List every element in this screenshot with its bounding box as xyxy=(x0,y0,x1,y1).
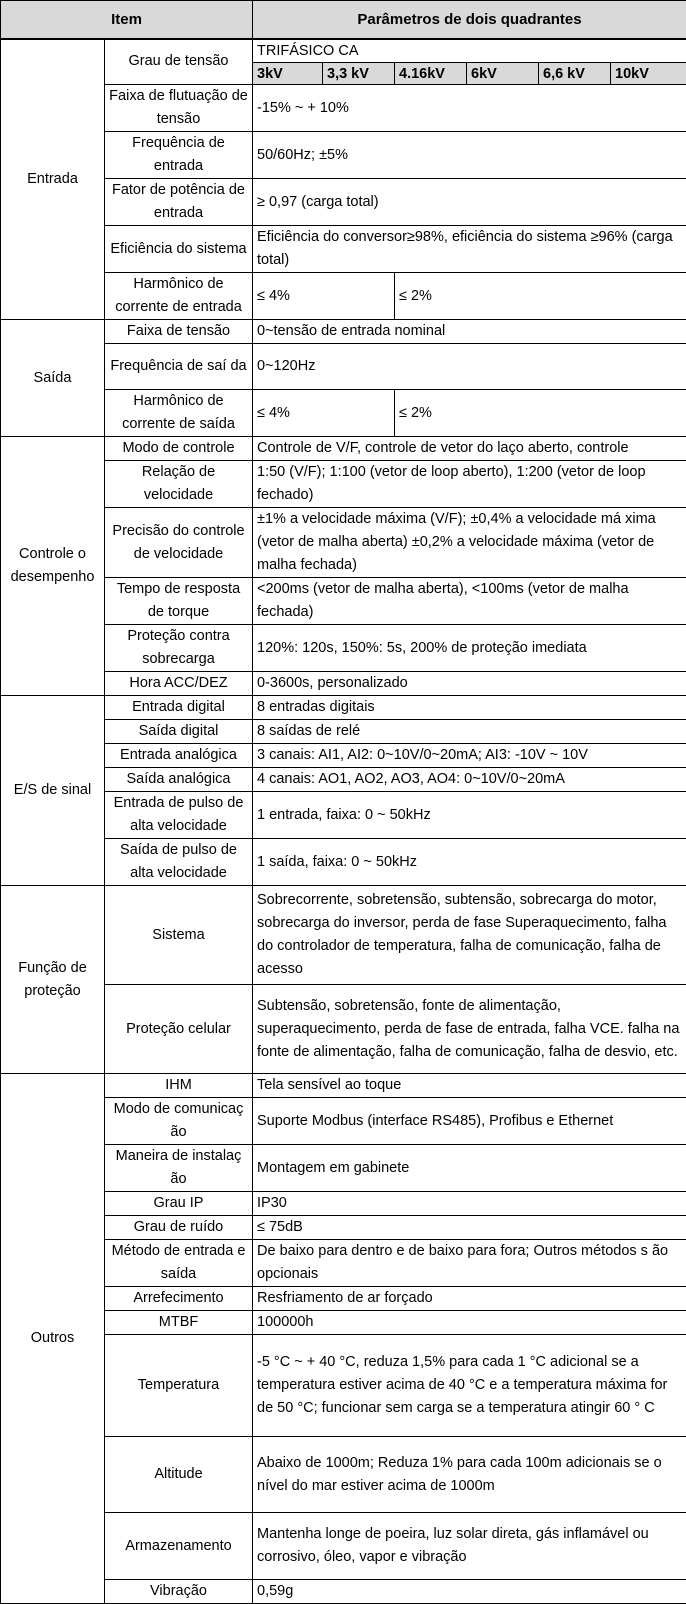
item-mtbf: MTBF xyxy=(105,1311,253,1335)
item-armazenamento: Armazenamento xyxy=(105,1513,253,1580)
value-sistema: Sobrecorrente, sobretensão, subtensão, sobrecarga do motor, sobrecarga do inversor, perda de fase Superaquecimento, falha do controlador de temperatura, falha de comunicação, falha de acesso xyxy=(253,886,686,985)
item-hora-acc: Hora ACC/DEZ xyxy=(105,672,253,696)
item-harmonico-saida: Harmônico de corrente de saída xyxy=(105,390,253,437)
item-arrefecimento: Arrefecimento xyxy=(105,1287,253,1311)
value-relacao-velocidade: 1:50 (V/F); 1:100 (vetor de loop aberto), 1:200 (vetor de loop fechado) xyxy=(253,461,686,508)
item-modo-controle: Modo de controle xyxy=(105,437,253,461)
header-params: Parâmetros de dois quadrantes xyxy=(253,1,686,39)
value-metodo-entrada: De baixo para dentro e de baixo para fora; Outros métodos s ão opcionais xyxy=(253,1240,686,1287)
item-entrada-pulso: Entrada de pulso de alta velocidade xyxy=(105,792,253,839)
item-altitude: Altitude xyxy=(105,1437,253,1513)
value-eficiencia: Eficiência do conversor≥98%, eficiência do sistema ≥96% (carga total) xyxy=(253,226,686,273)
voltage-cell: 10kV xyxy=(611,63,686,85)
value-fator-potencia: ≥ 0,97 (carga total) xyxy=(253,179,686,226)
group-saida: Saída xyxy=(1,320,105,437)
table-row xyxy=(1,886,686,985)
value-maneira-instalacao: Montagem em gabinete xyxy=(253,1145,686,1192)
item-saida-pulso: Saída de pulso de alta velocidade xyxy=(105,839,253,886)
value-vibracao: 0,59g xyxy=(253,1580,686,1604)
group-controle: Controle o desempenho xyxy=(1,437,105,696)
value-harmonico-saida-a: ≤ 4% xyxy=(253,390,395,437)
item-harmonico-entrada: Harmônico de corrente de entrada xyxy=(105,273,253,320)
header-row xyxy=(1,1,686,39)
value-hora-acc: 0-3600s, personalizado xyxy=(253,672,686,696)
value-grau-ip: IP30 xyxy=(253,1192,686,1216)
item-faixa-flutuacao: Faixa de flutuação de tensão xyxy=(105,85,253,132)
value-protecao-celular: Subtensão, sobretensão, fonte de alimentação, superaquecimento, perda de fase de entrada, falha VCE. falha na fonte de alimentação, falha de comunicação, falha de desvio, etc. xyxy=(253,985,686,1074)
group-protecao: Função de proteção xyxy=(1,886,105,1074)
item-vibracao: Vibração xyxy=(105,1580,253,1604)
item-grau-tensao: Grau de tensão xyxy=(105,39,253,85)
item-entrada-digital: Entrada digital xyxy=(105,696,253,720)
voltage-cell: 3kV xyxy=(253,63,323,85)
item-grau-ruido: Grau de ruído xyxy=(105,1216,253,1240)
table-row xyxy=(1,39,686,63)
value-modo-controle: Controle de V/F, controle de vetor do laço aberto, controle xyxy=(253,437,686,461)
value-harmonico-entrada-a: ≤ 4% xyxy=(253,273,395,320)
item-eficiencia: Eficiência do sistema xyxy=(105,226,253,273)
group-outros: Outros xyxy=(1,1074,105,1604)
value-ihm: Tela sensível ao toque xyxy=(253,1074,686,1098)
value-temperatura: -5 °C ~ + 40 °C, reduza 1,5% para cada 1 °C adicional se a temperatura estiver acima de 40 °C e a temperatura máxima for de 50 °C; funcionar sem carga se a temperatura atingir 60 ° C xyxy=(253,1335,686,1437)
item-temperatura: Temperatura xyxy=(105,1335,253,1437)
value-altitude: Abaixo de 1000m; Reduza 1% para cada 100m adicionais se o nível do mar estiver acima de 1000m xyxy=(253,1437,686,1513)
value-frequencia-entrada: 50/60Hz; ±5% xyxy=(253,132,686,179)
value-mtbf: 100000h xyxy=(253,1311,686,1335)
voltage-cell: 3,3 kV xyxy=(323,63,395,85)
value-precisao-velocidade: ±1% a velocidade máxima (V/F); ±0,4% a velocidade má xima (vetor de malha aberta) ±0,2% a velocidade máxima (vetor de malha fechada) xyxy=(253,508,686,578)
item-protecao-celular: Proteção celular xyxy=(105,985,253,1074)
value-entrada-analogica: 3 canais: AI1, AI2: 0~10V/0~20mA; AI3: -10V ~ 10V xyxy=(253,744,686,768)
item-tempo-resposta: Tempo de resposta de torque xyxy=(105,578,253,625)
value-armazenamento: Mantenha longe de poeira, luz solar direta, gás inflamável ou corrosivo, óleo, vapor e vibração xyxy=(253,1513,686,1580)
value-faixa-tensao: 0~tensão de entrada nominal xyxy=(253,320,686,344)
table-row xyxy=(1,320,686,344)
item-sistema: Sistema xyxy=(105,886,253,985)
item-frequencia-entrada: Frequência de entrada xyxy=(105,132,253,179)
item-frequencia-saida: Frequência de saí da xyxy=(105,344,253,390)
item-grau-ip: Grau IP xyxy=(105,1192,253,1216)
item-metodo-entrada: Método de entrada e saída xyxy=(105,1240,253,1287)
value-entrada-digital: 8 entradas digitais xyxy=(253,696,686,720)
value-grau-ruido: ≤ 75dB xyxy=(253,1216,686,1240)
item-relacao-velocidade: Relação de velocidade xyxy=(105,461,253,508)
value-trifasico: TRIFÁSICO CA xyxy=(253,39,686,63)
item-entrada-analogica: Entrada analógica xyxy=(105,744,253,768)
value-saida-digital: 8 saídas de relé xyxy=(253,720,686,744)
table-row xyxy=(1,437,686,461)
item-precisao-velocidade: Precisão do controle de velocidade xyxy=(105,508,253,578)
voltage-cell: 6kV xyxy=(467,63,539,85)
item-faixa-tensao: Faixa de tensão xyxy=(105,320,253,344)
item-saida-analogica: Saída analógica xyxy=(105,768,253,792)
value-faixa-flutuacao: -15% ~ + 10% xyxy=(253,85,686,132)
group-entrada: Entrada xyxy=(1,39,105,320)
value-saida-analogica: 4 canais: AO1, AO2, AO3, AO4: 0~10V/0~20mA xyxy=(253,768,686,792)
value-modo-comunicacao: Suporte Modbus (interface RS485), Profibus e Ethernet xyxy=(253,1098,686,1145)
value-arrefecimento: Resfriamento de ar forçado xyxy=(253,1287,686,1311)
voltage-cell: 4.16kV xyxy=(395,63,467,85)
value-frequencia-saida: 0~120Hz xyxy=(253,344,686,390)
header-item: Item xyxy=(1,1,253,39)
item-protecao-sobrecarga: Proteção contra sobrecarga xyxy=(105,625,253,672)
value-protecao-sobrecarga: 120%: 120s, 150%: 5s, 200% de proteção imediata xyxy=(253,625,686,672)
item-saida-digital: Saída digital xyxy=(105,720,253,744)
voltage-cell: 6,6 kV xyxy=(539,63,611,85)
item-ihm: IHM xyxy=(105,1074,253,1098)
group-es-sinal: E/S de sinal xyxy=(1,696,105,886)
value-saida-pulso: 1 saída, faixa: 0 ~ 50kHz xyxy=(253,839,686,886)
value-entrada-pulso: 1 entrada, faixa: 0 ~ 50kHz xyxy=(253,792,686,839)
item-maneira-instalacao: Maneira de instalaç ão xyxy=(105,1145,253,1192)
table-row xyxy=(1,696,686,720)
value-tempo-resposta: <200ms (vetor de malha aberta), <100ms (vetor de malha fechada) xyxy=(253,578,686,625)
item-modo-comunicacao: Modo de comunicaç ão xyxy=(105,1098,253,1145)
value-harmonico-entrada-b: ≤ 2% xyxy=(395,273,686,320)
value-harmonico-saida-b: ≤ 2% xyxy=(395,390,686,437)
table-row xyxy=(1,1074,686,1098)
item-fator-potencia: Fator de potência de entrada xyxy=(105,179,253,226)
